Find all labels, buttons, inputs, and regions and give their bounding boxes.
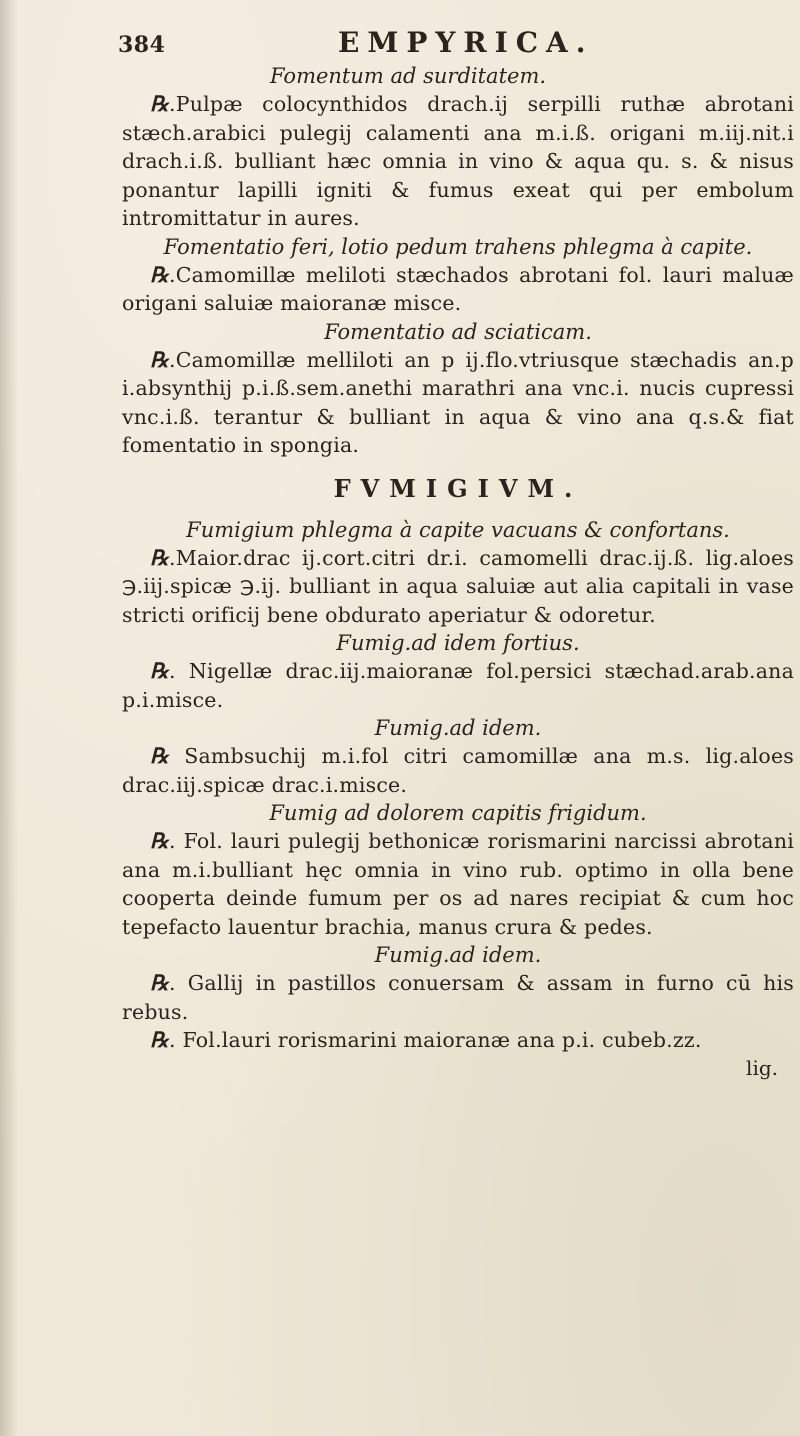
recipe-paragraph: ℞. Nigellæ drac.iij.maioranæ fol.persici stæchad.arab.ana p.i.misce. (122, 658, 794, 712)
recipe-paragraph: ℞. Fol.lauri rorismarini maioranæ ana p.i. cubeb.zz. (150, 1027, 702, 1052)
recipe-paragraph: ℞.Camomillæ meliloti stæchados abrotani fol. lauri maluæ origani saluiæ maioranæ misce. (122, 261, 794, 315)
section-heading: Fumig.ad idem fortius. (336, 631, 580, 655)
recipe-paragraph: ℞.Camomillæ melliloti an p ij.flo.vtriusque stæchadis an.p i.absynthij p.i.ß.sem.anethi marathri ana vnc.i. nucis cupressi vnc.i.ß. terantur & bulliant in aqua & vino ana q.s.& fiat fomentatio in spongia. (122, 346, 794, 457)
section-heading: Fomentatio feri, lotio pedum trahens phlegma à capite. (163, 234, 753, 259)
running-head: EMPYRICA. (338, 26, 594, 59)
rx-symbol: ℞ (150, 970, 170, 995)
recipe-paragraph: ℞ Sambsuchij m.i.fol citri camomillæ ana m.s. lig.aloes drac.iij.spicæ drac.i.misce. (122, 743, 794, 797)
rx-symbol: ℞ (150, 261, 170, 287)
section-heading: Fumigium phlegma à capite vacuans & confortans. (186, 517, 730, 542)
section-heading: Fumig ad dolorem capitis frigidum. (269, 801, 647, 825)
page-number: 384 (118, 32, 166, 58)
rx-symbol: ℞ (150, 828, 170, 853)
chapter-heading: FVMIGIVM. (333, 473, 583, 503)
section-heading: Fomentatio ad sciaticam. (324, 319, 592, 344)
recipe-paragraph: ℞.Pulpæ colocynthidos drach.ij serpilli ruthæ abrotani stæch.arabici pulegij calamenti ana m.i.ß. origani m.iij.nit.i drach.i.ß. bulliant hæc omnia in vino & aqua qu. s. & nisus ponantur lapilli igniti & fumus exeat qui per embolum intromittatur in aures. (122, 91, 794, 230)
section-heading: Fumig.ad idem. (374, 943, 542, 967)
section-heading: Fomentum ad surditatem. (270, 64, 547, 88)
rx-symbol: ℞ (150, 1027, 170, 1052)
text-block (122, 62, 794, 1081)
rx-symbol: ℞ (150, 743, 170, 768)
recipe-paragraph: ℞. Gallij in pastillos conuersam & assam in furno cū his rebus. (122, 970, 794, 1024)
rx-symbol: ℞ (150, 658, 170, 683)
rx-symbol: ℞ (150, 91, 170, 116)
section-heading: Fumig.ad idem. (374, 716, 542, 740)
rx-symbol: ℞ (150, 544, 170, 570)
page-gutter-shadow (0, 0, 18, 1436)
rx-symbol: ℞ (150, 346, 170, 372)
catchword: lig. (746, 1055, 778, 1080)
recipe-paragraph: ℞.Maior.drac ij.cort.citri dr.i. camomelli drac.ij.ß. lig.aloes ℈.iij.spicæ ℈.ij. bulliant in aqua saluiæ aut alia capitali in vase stricti orificij bene obdurato aperiatur & odoretur. (122, 544, 794, 627)
recipe-paragraph: ℞. Fol. lauri pulegij bethonicæ rorismarini narcissi abrotani ana m.i.bulliant hęc omnia in vino rub. optimo in olla bene cooperta deinde fumum per os ad nares recipiat & cum hoc tepefacto lauentur brachia, manus crura & pedes. (122, 828, 794, 939)
